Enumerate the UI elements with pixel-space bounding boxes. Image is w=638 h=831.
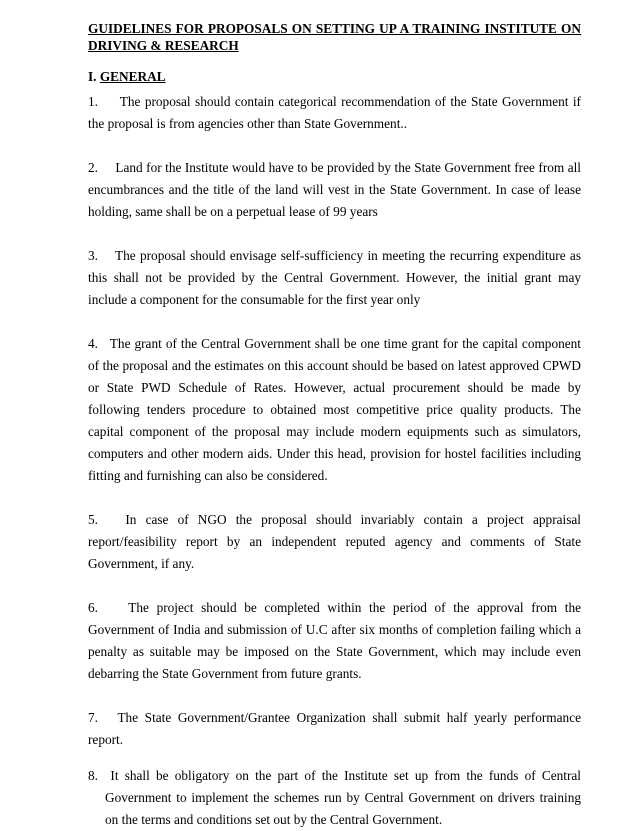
guideline-paragraph-1	[88, 91, 581, 135]
title-line-2: DRIVING & RESEARCH	[88, 38, 239, 53]
paragraph-number: 4.	[88, 336, 98, 351]
paragraph-text: In case of NGO the proposal should invariably contain a project appraisal report/feasibility report by an independent reputed agency and comments of State Government, if any.	[88, 512, 581, 571]
paragraph-number: 5.	[88, 512, 98, 527]
paragraph-text: The project should be completed within the period of the approval from the Government of India and submission of U.C after six months of completion failing which a penalty as suitable may be imposed on the State Government, which may include even debarring the State Government from future grants.	[88, 600, 581, 681]
paragraph-text: The proposal should envisage self-sufficiency in meeting the recurring expenditure as this shall not be provided by the Central Government. However, the initial grant may include a component for the consumable for the first year only	[88, 248, 581, 307]
paragraph-text: The State Government/Grantee Organization shall submit half yearly performance report.	[88, 710, 582, 747]
guideline-paragraph-5	[88, 509, 581, 575]
guideline-paragraph-7	[88, 707, 581, 751]
guideline-paragraph-4	[88, 333, 581, 487]
guideline-paragraph-8	[88, 765, 581, 831]
document-page	[88, 20, 581, 831]
title-line-1: GUIDELINES FOR PROPOSALS ON SETTING UP A TRAINING INSTITUTE ON	[88, 21, 581, 36]
guideline-paragraph-6	[88, 597, 581, 685]
paragraph-number: 7.	[88, 710, 98, 725]
paragraph-text: The grant of the Central Government shall be one time grant for the capital component of the proposal and the estimates on this account should be based on latest approved CPWD or State PWD Schedule of Rates. However, actual procurement should be made by following tenders procedure to obtained most competitive price quality products. The capital component of the proposal may include modern equipments such as simulators, computers and other modern aids. Under this head, provision for hostel facilities including fitting and furnishing can also be considered.	[88, 336, 582, 483]
paragraph-number: 1.	[88, 94, 98, 109]
guideline-paragraph-3	[88, 245, 581, 311]
paragraph-text: The proposal should contain categorical recommendation of the State Government if the proposal is from agencies other than State Government..	[88, 94, 581, 131]
section-number: I.	[88, 69, 97, 84]
document-title	[88, 20, 581, 54]
guideline-paragraph-2	[88, 157, 581, 223]
paragraph-number: 3.	[88, 248, 98, 263]
paragraph-number: 2.	[88, 160, 98, 175]
section-heading	[88, 68, 581, 85]
section-label: GENERAL	[99, 69, 166, 84]
paragraph-text: Land for the Institute would have to be provided by the State Government free from all encumbrances and the title of the land will vest in the State Government. In case of lease holding, same shall be on a perpetual lease of 99 years	[88, 160, 582, 219]
paragraph-number: 6.	[88, 600, 98, 615]
paragraph-number: 8.	[88, 768, 98, 783]
paragraph-text: It shall be obligatory on the part of the Institute set up from the funds of Central Government to implement the schemes run by Central Government on drivers training on the terms and conditions set out by the Central Government.	[105, 768, 581, 827]
